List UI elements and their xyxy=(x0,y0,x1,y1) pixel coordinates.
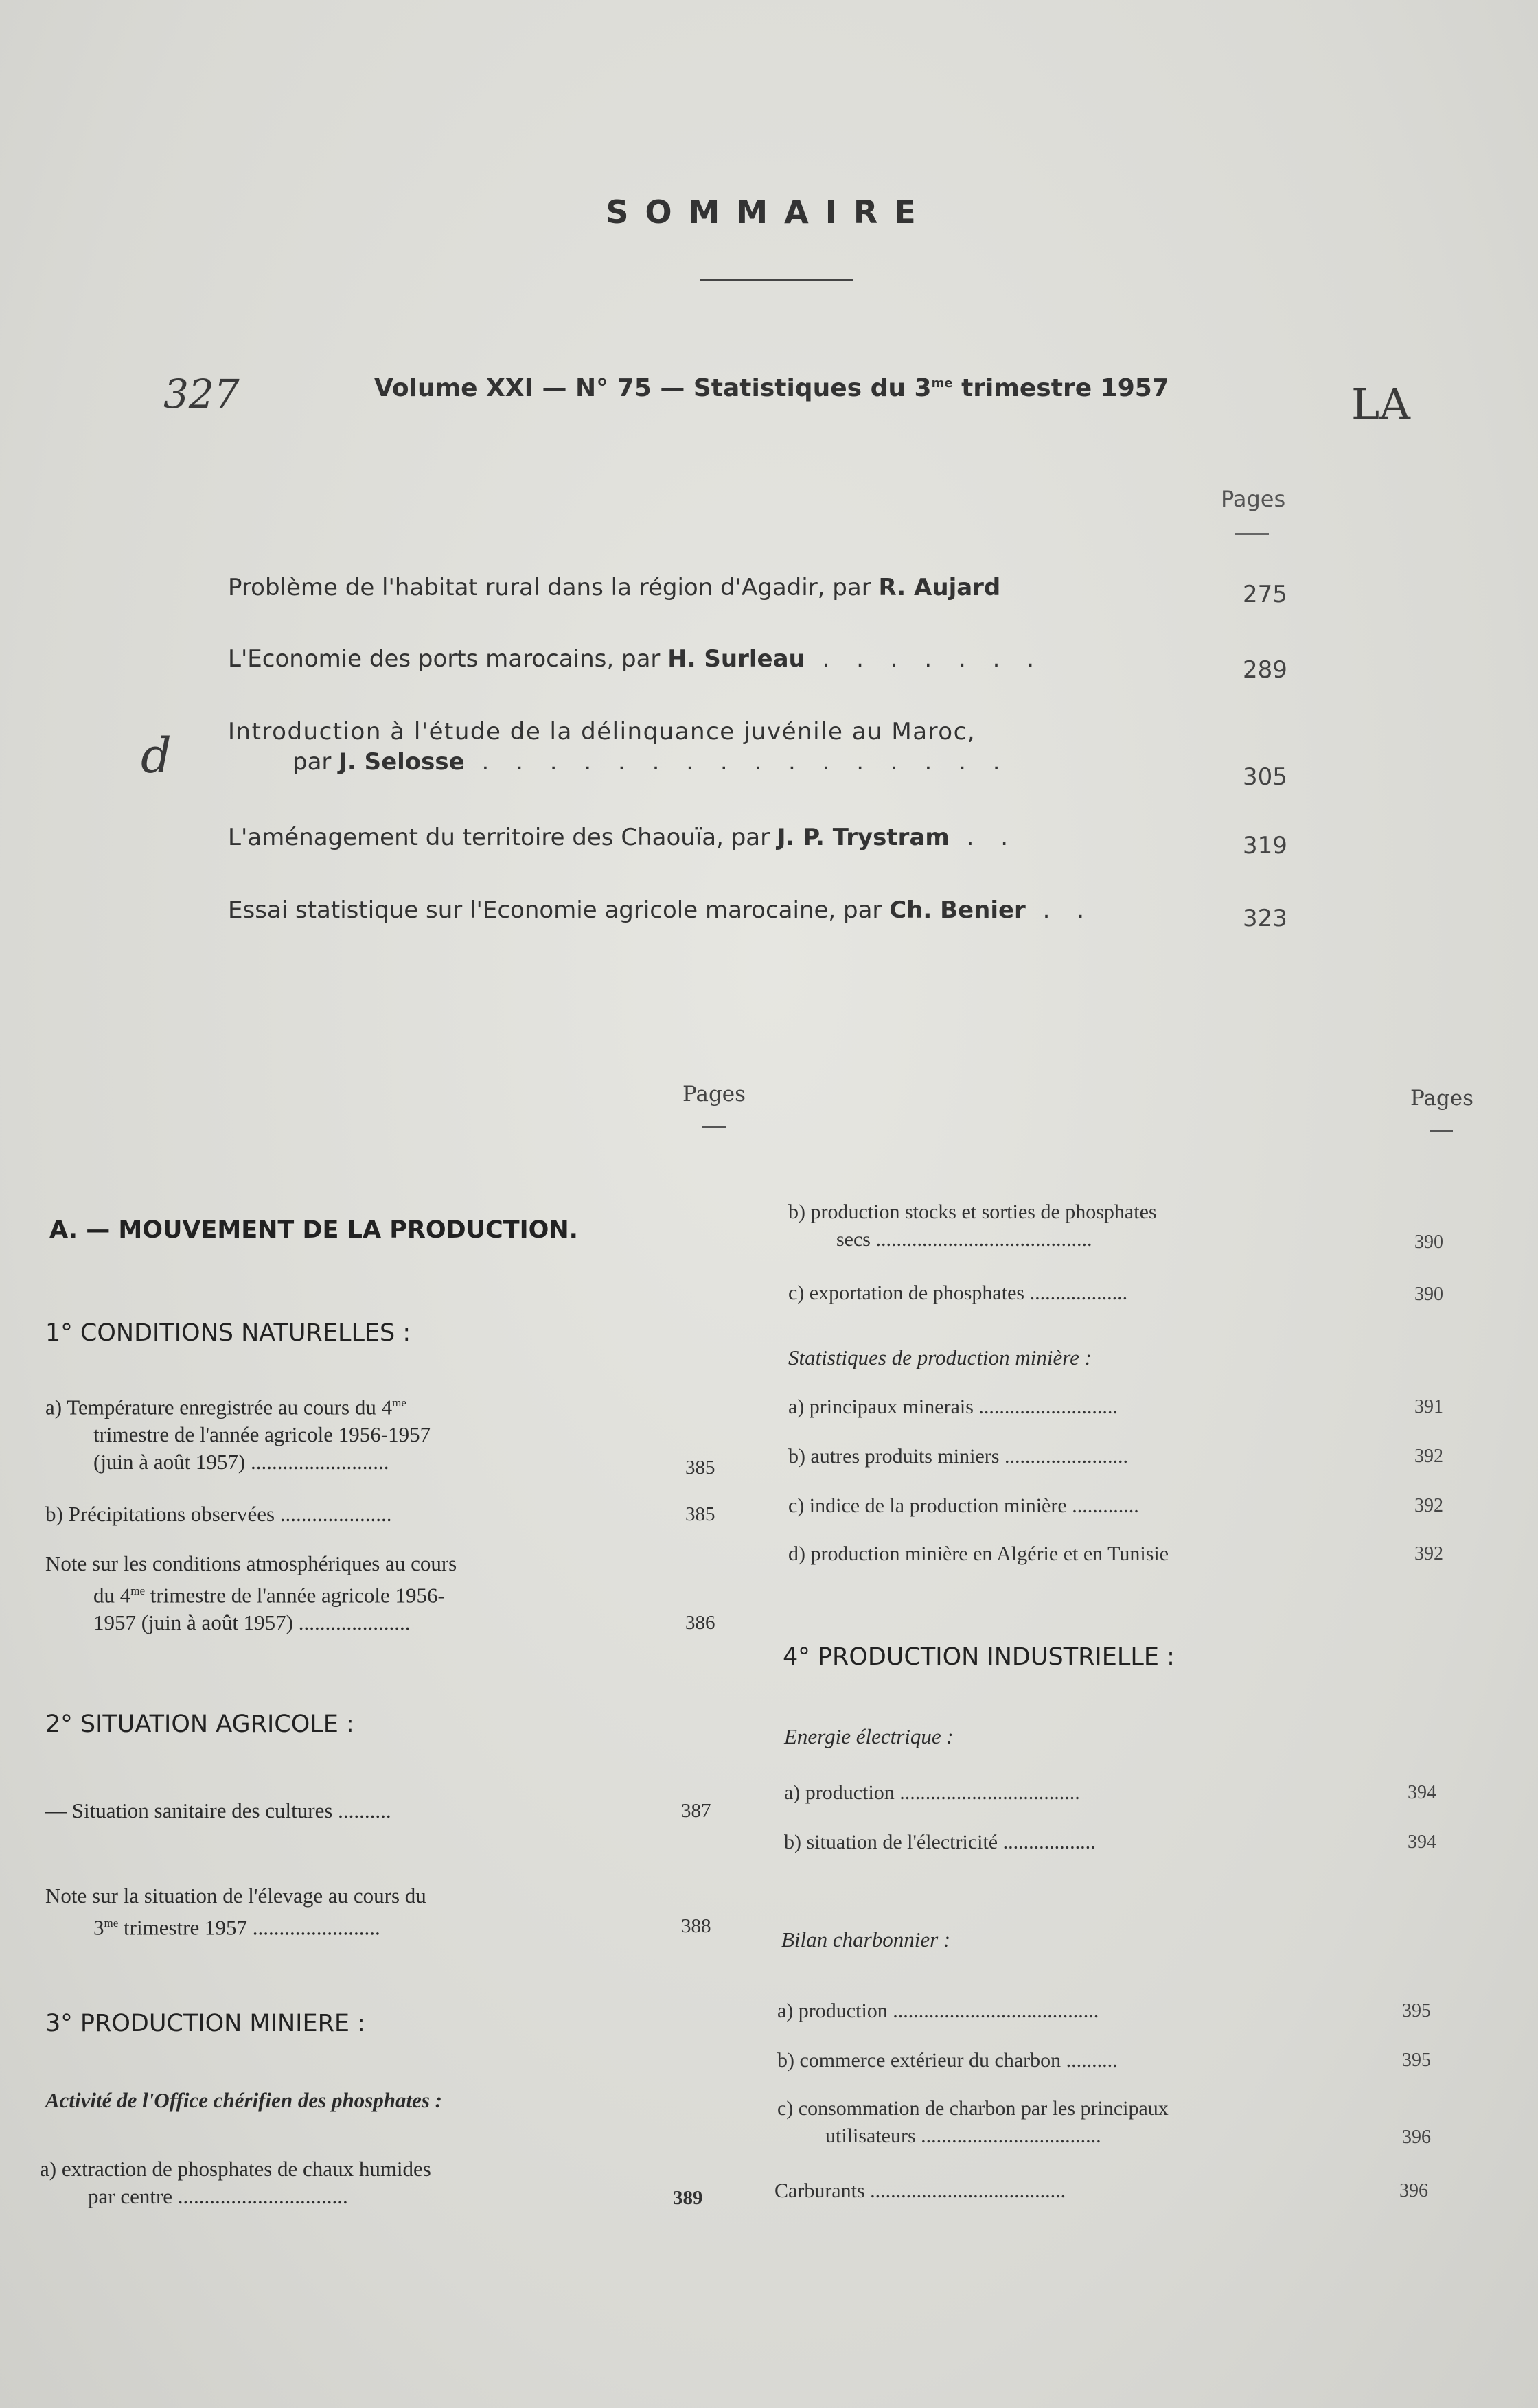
article-row: Essai statistique sur l'Economie agricole marocaine, par Ch. Benier . . 323 xyxy=(228,896,1287,932)
article-row: Introduction à l'étude de la délinquance juvénile au Maroc, par J. Selosse . . . . . . . . . . . . . . . . 305 xyxy=(228,718,1287,791)
article-row: L'aménagement du territoire des Chaouïa, par J. P. Trystram . . 319 xyxy=(228,824,1287,859)
entry-page: 389 xyxy=(673,2187,703,2209)
subheading: Activité de l'Office chérifien des phosphates : xyxy=(45,2088,442,2112)
toc-entry: a) production ........................................ 395 xyxy=(777,1998,1464,2025)
article-page: 319 xyxy=(1243,832,1287,859)
toc-entry: a) Température enregistrée au cours du $4^{me}$ trimestre de l'année agricole 1956-1957 (juin à août 1957) .......................... 385 xyxy=(45,1389,725,1476)
toc-entry: d) production minière en Algérie et en Tunisie 392 xyxy=(788,1540,1475,1568)
article-row: L'Economie des ports marocains, par H. Surleau . . . . . . . 289 xyxy=(228,645,1287,684)
toc-entry: b) production stocks et sorties de phosphates secs .......................................... 390 xyxy=(788,1199,1475,1253)
subheading: Energie électrique : xyxy=(784,1724,954,1748)
entry-page: 394 xyxy=(1408,1831,1436,1853)
article-page: 323 xyxy=(1243,905,1287,932)
entry-page: 387 xyxy=(681,1800,711,1822)
title-rule xyxy=(700,279,853,281)
subheading: Statistiques de production minière : xyxy=(788,1345,1092,1369)
toc-entry: a) principaux minerais ........................... 391 xyxy=(788,1393,1475,1421)
article-page: 275 xyxy=(1243,581,1287,608)
toc-entry: b) situation de l'électricité .................. 394 xyxy=(784,1829,1471,1856)
section-heading: 1° CONDITIONS NATURELLES : xyxy=(45,1319,411,1347)
entry-page: 391 xyxy=(1414,1396,1443,1417)
entry-page: 390 xyxy=(1414,1284,1443,1305)
section-heading: 3° PRODUCTION MINIERE : xyxy=(45,2010,365,2037)
toc-entry: b) autres produits miniers ........................ 392 xyxy=(788,1443,1475,1470)
toc-entry: c) exportation de phosphates ................... 390 xyxy=(788,1280,1475,1307)
toc-entry: a) production ................................... 394 xyxy=(784,1779,1471,1807)
toc-entry: Note sur la situation de l'élevage au cours du $3^{me}$ trimestre 1957 ........................ 388 xyxy=(45,1884,711,1940)
toc-entry: b) Précipitations observées ..................... 385 xyxy=(45,1501,725,1528)
entry-page: 396 xyxy=(1399,2180,1428,2201)
right-pages-label: Pages xyxy=(1410,1086,1474,1111)
entry-page: 386 xyxy=(685,1612,715,1634)
entry-page: 385 xyxy=(685,1503,715,1525)
volume-subtitle: Volume XXI — N° 75 — Statistiques du $3^{me}$ trimestre 1957 xyxy=(374,374,1169,402)
subheading: Bilan charbonnier : xyxy=(781,1927,951,1952)
handwritten-initials: LA xyxy=(1351,379,1410,429)
toc-entry: b) commerce extérieur du charbon .......... 395 xyxy=(777,2047,1464,2074)
toc-entry: a) extraction de phosphates de chaux humides par centre ................................ 389 xyxy=(40,2155,720,2210)
entry-page: 395 xyxy=(1402,2000,1431,2022)
handwritten-number: 327 xyxy=(163,371,240,417)
section-heading: 4° PRODUCTION INDUSTRIELLE : xyxy=(783,1643,1175,1671)
section-heading: A. — MOUVEMENT DE LA PRODUCTION. xyxy=(49,1216,578,1244)
toc-entry: Note sur les conditions atmosphériques au cours du $4^{me}$ trimestre de l'année agricole 1956- 1957 (juin à août 1957) ..................... 386 xyxy=(45,1550,725,1636)
section-heading: 2° SITUATION AGRICOLE : xyxy=(45,1711,354,1738)
article-page: 289 xyxy=(1243,656,1287,684)
entry-page: 395 xyxy=(1402,2050,1431,2071)
entry-page: 396 xyxy=(1402,2127,1431,2148)
articles-pages-label: Pages xyxy=(1221,486,1286,512)
pages-dash xyxy=(1235,533,1269,535)
toc-entry: — Situation sanitaire des cultures .......... 387 xyxy=(45,1797,725,1825)
page-title: SOMMAIRE xyxy=(606,194,932,231)
entry-page: 390 xyxy=(1414,1231,1443,1253)
left-pages-label: Pages xyxy=(682,1082,746,1107)
entry-page: 394 xyxy=(1408,1782,1436,1803)
handwritten-mark: d xyxy=(141,728,172,784)
pages-dash xyxy=(1430,1130,1453,1132)
entry-page: 388 xyxy=(681,1915,711,1937)
article-row: Problème de l'habitat rural dans la région d'Agadir, par R. Aujard 275 xyxy=(228,574,1287,608)
entry-page: 385 xyxy=(685,1457,715,1479)
entry-page: 392 xyxy=(1414,1543,1443,1564)
toc-entry: Carburants ...................................... 396 xyxy=(774,2177,1461,2205)
entry-page: 392 xyxy=(1414,1495,1443,1516)
entry-page: 392 xyxy=(1414,1446,1443,1467)
toc-entry: c) consommation de charbon par les principaux utilisateurs ................................... 396 xyxy=(777,2095,1464,2150)
article-page: 305 xyxy=(1243,763,1287,791)
toc-entry: c) indice de la production minière ............. 392 xyxy=(788,1492,1475,1520)
pages-dash xyxy=(702,1126,726,1128)
